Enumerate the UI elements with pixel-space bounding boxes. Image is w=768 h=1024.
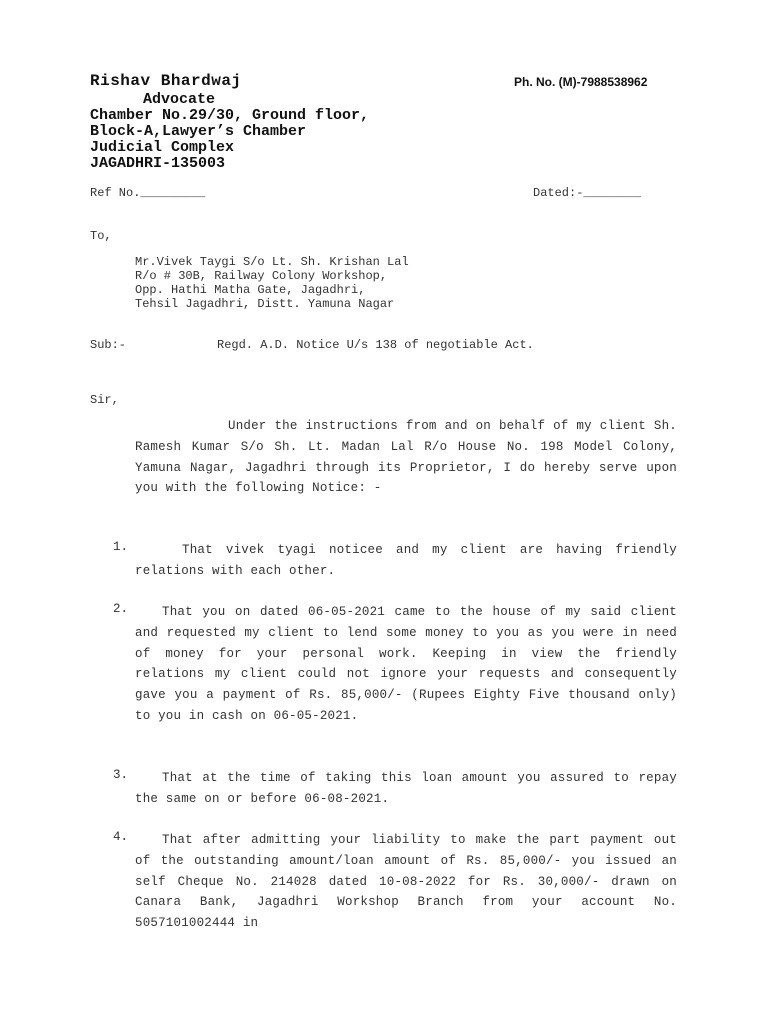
point-number: 2. — [113, 602, 129, 616]
dated-field: Dated:-________ — [533, 186, 642, 200]
subject-text: Regd. A.D. Notice U/s 138 of negotiable Act. — [217, 338, 534, 352]
salutation: Sir, — [90, 393, 119, 407]
address-line: Block-A,Lawyer’s Chamber — [90, 123, 307, 140]
point-paragraph: That after admitting your liability to make the part payment out of the outstanding amount/loan amount of Rs. 85,000/- you issued an self Cheque No. 214028 dated 10-08-2022 for Rs. 30,000/- drawn on Canara Bank, Jagadhri Workshop Branch from your account No. 5057101002444 in — [135, 833, 677, 931]
recipient-line: R/o # 30B, Railway Colony Workshop, — [135, 269, 388, 283]
point-paragraph: That at the time of taking this loan amount you assured to repay the same on or before 06-08-2021. — [135, 771, 677, 806]
to-label: To, — [90, 229, 112, 243]
intro-paragraph: Under the instructions from and on behalf of my client Sh. Ramesh Kumar S/o Sh. Lt. Madan Lal R/o House No. 198 Model Colony, Yamuna Nagar, Jagadhri through its Proprietor, I do hereby serve upon you with the following Notice: - — [135, 419, 677, 496]
advocate-title: Advocate — [143, 91, 216, 108]
address-line: Chamber No.29/30, Ground floor, — [90, 107, 370, 124]
phone-number: Ph. No. (M)-7988538962 — [514, 75, 648, 89]
recipient-line: Mr.Vivek Taygi S/o Lt. Sh. Krishan Lal — [135, 255, 409, 269]
point-paragraph: That vivek tyagi noticee and my client are having friendly relations with each other. — [135, 543, 677, 578]
recipient-line: Tehsil Jagadhri, Distt. Yamuna Nagar — [135, 297, 395, 311]
address-line: JAGADHRI-135003 — [90, 155, 226, 172]
recipient-line: Opp. Hathi Matha Gate, Jagadhri, — [135, 283, 366, 297]
point-number: 3. — [113, 768, 129, 782]
advocate-name: Rishav Bhardwaj — [90, 72, 242, 90]
ref-number: Ref No._________ — [90, 186, 206, 200]
point-number: 4. — [113, 830, 129, 844]
subject-label: Sub:- — [90, 338, 127, 352]
point-paragraph: That you on dated 06-05-2021 came to the house of my said client and requested my client to lend some money to you as you were in need of money for your personal work. Keeping in view the friendly relations my client could not ignore your requests and consequently gave you a payment of Rs. 85,000/- (Rupees Eighty Five thousand only) to you in cash on 06-05-2021. — [135, 605, 677, 723]
address-line: Judicial Complex — [90, 139, 235, 156]
point-number: 1. — [113, 540, 129, 554]
